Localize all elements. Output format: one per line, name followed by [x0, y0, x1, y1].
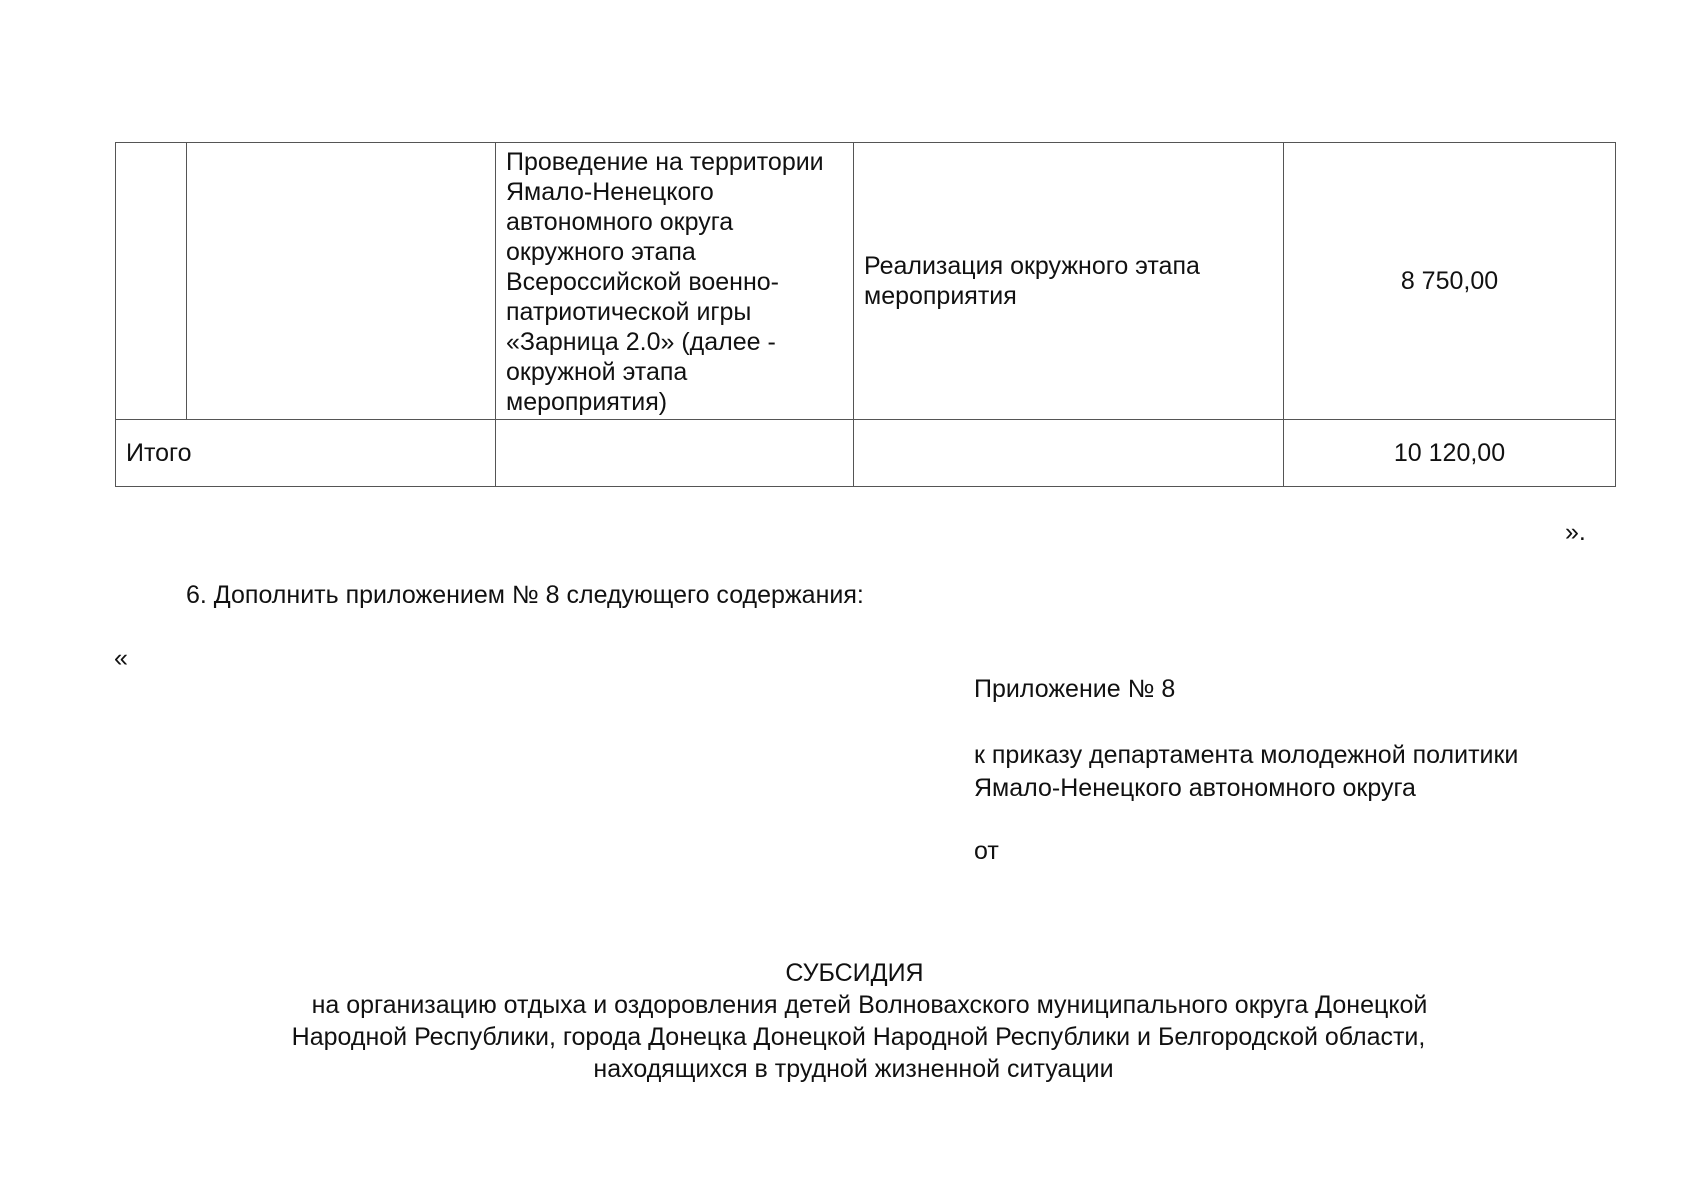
heading-title: СУБСИДИЯ [785, 959, 924, 987]
table-cell-event: Проведение на территории Ямало-Ненецкого автономного округа окружного этапа Всероссийской военно-патриотической игры «Зарница 2.0» (далее - окружной этапа мероприятия) [496, 143, 854, 420]
table-total-row [116, 420, 1616, 487]
heading-line-3: находящихся в трудной жизненной ситуации [593, 1055, 1114, 1083]
budget-table [115, 142, 1616, 487]
table-cell-recipient [187, 143, 496, 420]
table-cell-amount: 8 750,00 [1284, 143, 1616, 420]
table-cell-number [116, 143, 187, 420]
heading-line-1: на организацию отдыха и оздоровления детей Волновахского муниципального округа Донецкой [311, 991, 1428, 1019]
table-row [116, 143, 1616, 420]
appendix-title: Приложение № 8 [974, 675, 1176, 703]
appendix-from-label: от [974, 837, 999, 865]
total-amount: 10 120,00 [1284, 420, 1616, 487]
table-cell-empty [854, 420, 1284, 487]
document-heading [0, 957, 1697, 1085]
paragraph-6: 6. Дополнить приложением № 8 следующего содержания: [186, 581, 864, 609]
table-cell-empty [496, 420, 854, 487]
heading-line-2: Народной Республики, города Донецка Донецкой Народной Республики и Белгородской области, [291, 1023, 1426, 1051]
opening-quote: « [114, 644, 128, 672]
appendix-order-text: к приказу департамента молодежной политики Ямало-Ненецкого автономного округа [974, 741, 1519, 802]
total-label: Итого [116, 420, 496, 487]
table-cell-result: Реализация окружного этапа мероприятия [854, 143, 1284, 420]
closing-quote: ». [1565, 518, 1586, 546]
